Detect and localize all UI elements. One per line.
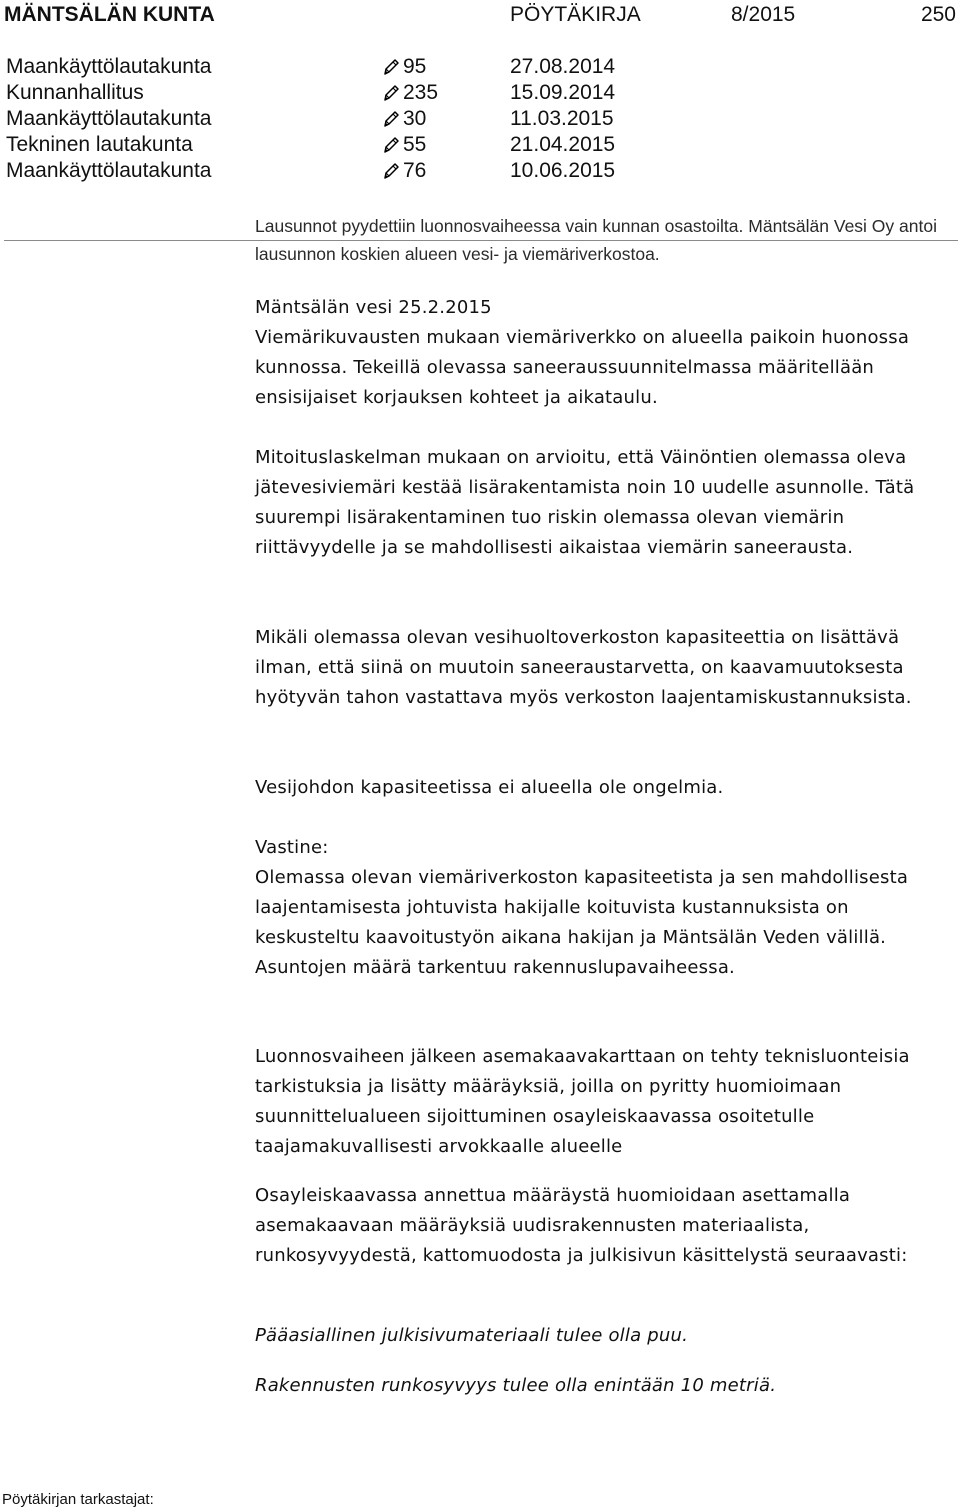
paragraph-dimensioning-text: Mitoituslaskelman mukaan on arvioitu, että Väinöntien olemassa oleva jätevesiviemäri kestää lisärakentamista noin 10 uudelle asunnolle. Tätä suurempi lisärakentaminen tuo riskin olemassa olevan viemärin riittävyydelle ja se mahdollisesti aikaistaa viemärin saneerausta. — [255, 447, 915, 558]
history-number: 95 — [403, 55, 427, 78]
history-body: Kunnanhallitus — [6, 81, 144, 104]
paragraph-response — [255, 833, 955, 983]
history-date: 10.06.2015 — [510, 159, 616, 182]
regulation-frame-depth-text: Rakennusten runkosyvyys tulee olla enintään 10 metriä. — [255, 1375, 777, 1396]
response-label: Vastine: — [255, 837, 329, 858]
pen-icon — [382, 84, 400, 102]
page-number: 250 — [920, 3, 956, 26]
history-row — [0, 132, 960, 158]
paragraph-capacity-costs-text: Mikäli olemassa olevan vesihuoltoverkoston kapasiteettia on lisättävä ilman, että siinä on muutoin saneeraustarvetta, on kaavamuutoksesta hyötyvän tahon vastattava myös verkoston laajentamiskustannuksista. — [255, 627, 912, 708]
paragraph-capacity-costs — [255, 623, 955, 713]
paragraph-master-plan-text: Osayleiskaavassa annettua määräystä huomioidaan asettamalla asemakaavaan määräyksiä uudisrakennusten materiaalista, runkosyvyydestä, kattomuodosta ja julkisivun käsittelystä seuraavasti: — [255, 1185, 908, 1266]
paragraph-revisions — [255, 1042, 955, 1162]
paragraph-water-main — [255, 773, 955, 803]
history-row — [0, 54, 960, 80]
history-number: 235 — [403, 81, 439, 104]
history-date: 27.08.2014 — [510, 55, 616, 78]
history-body: Maankäyttölautakunta — [6, 107, 212, 130]
paragraph-response-text: Olemassa olevan viemäriverkoston kapasiteetista ja sen mahdollisesta laajentamisesta johtuvista hakijalle koituvista kustannuksista on keskusteltu kaavoitustyön aikana hakijan ja Mäntsälän Veden välillä. Asuntojen määrä tarkentuu rakennuslupavaiheessa. — [255, 867, 909, 978]
history-row — [0, 80, 960, 106]
history-body: Maankäyttölautakunta — [6, 159, 212, 182]
pen-icon — [382, 136, 400, 154]
history-number: 55 — [403, 133, 427, 156]
paragraph-water-company — [255, 293, 955, 413]
footer-reviewers-label: Pöytäkirjan tarkastajat: — [2, 1491, 154, 1508]
page-header — [0, 0, 960, 30]
paragraph-statements — [255, 212, 955, 268]
statement-heading: Mäntsälän vesi 25.2.2015 — [255, 297, 492, 318]
history-date: 11.03.2015 — [510, 107, 614, 130]
history-row — [0, 158, 960, 184]
document-type: PÖYTÄKIRJA — [510, 3, 641, 26]
history-body: Tekninen lautakunta — [6, 133, 193, 156]
history-date: 15.09.2014 — [510, 81, 616, 104]
paragraph-revisions-text: Luonnosvaiheen jälkeen asemakaavakarttaan on tehty teknisluonteisia tarkistuksia ja lisätty määräyksiä, joilla on pyritty huomioimaan suunnittelualueen sijoittuminen osayleiskaavassa osoitetulle taajamakuvallisesti arvokkaalle alueelle — [255, 1046, 910, 1157]
organization-name: MÄNTSÄLÄN KUNTA — [4, 3, 215, 26]
history-row — [0, 106, 960, 132]
history-date: 21.04.2015 — [510, 133, 616, 156]
regulation-facade-material-text: Pääasiallinen julkisivumateriaali tulee olla puu. — [255, 1325, 688, 1346]
paragraph-dimensioning — [255, 443, 955, 563]
history-number: 30 — [403, 107, 427, 130]
history-number: 76 — [403, 159, 427, 182]
paragraph-water-company-text: Viemärikuvausten mukaan viemäriverkko on alueella paikoin huonossa kunnossa. Tekeillä olevassa saneeraussuunnitelmassa määritellään ensisijaiset korjauksen kohteet ja aikataulu. — [255, 327, 910, 408]
pen-icon — [382, 110, 400, 128]
history-body: Maankäyttölautakunta — [6, 55, 212, 78]
regulation-frame-depth — [255, 1371, 955, 1401]
paragraph-statements-text: Lausunnot pyydettiin luonnosvaiheessa vain kunnan osastoilta. Mäntsälän Vesi Oy antoi lausunnon koskien alueen vesi- ja viemäriverkostoa. — [255, 216, 937, 264]
pen-icon — [382, 162, 400, 180]
paragraph-master-plan — [255, 1181, 955, 1271]
document-number: 8/2015 — [731, 3, 796, 26]
regulation-facade-material — [255, 1321, 955, 1351]
processing-history — [0, 54, 960, 184]
pen-icon — [382, 58, 400, 76]
paragraph-water-main-text: Vesijohdon kapasiteetissa ei alueella ole ongelmia. — [255, 777, 724, 798]
